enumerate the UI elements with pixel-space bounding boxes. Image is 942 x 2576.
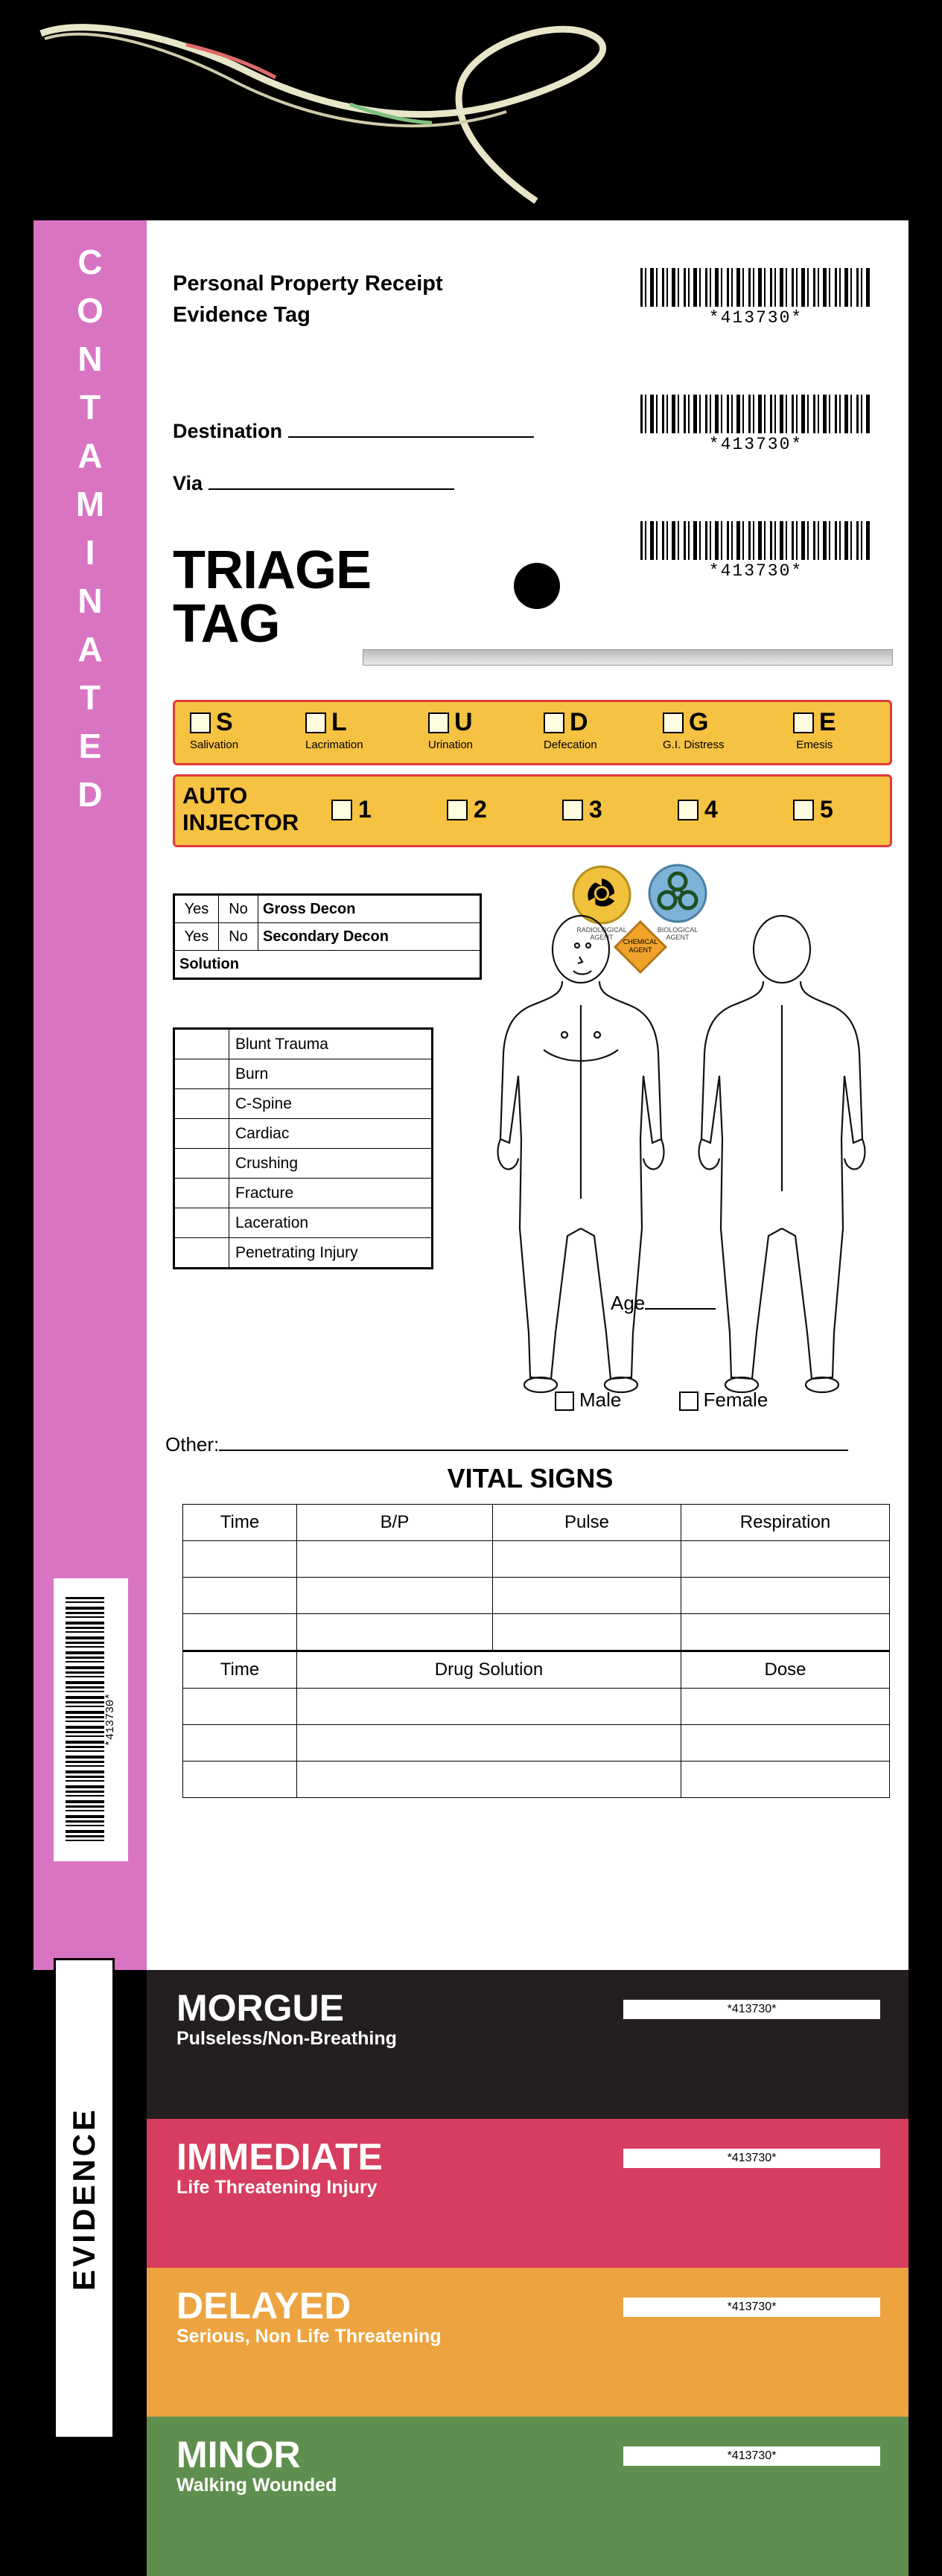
injury-checkbox[interactable] [174, 1179, 229, 1208]
auto-injector-number-4: 4 [704, 796, 718, 823]
sludge-word-u: Urination [428, 739, 474, 751]
injury-label: Blunt Trauma [229, 1029, 433, 1059]
gross-decon-no[interactable]: No [219, 895, 258, 923]
sludge-item-l[interactable] [305, 708, 363, 751]
auto-injector-checkbox-1[interactable] [331, 800, 352, 820]
sludge-item-s[interactable] [190, 708, 238, 751]
drug-cell[interactable] [297, 1762, 681, 1798]
table-header-row [183, 1505, 890, 1541]
title-line1: TRIAGE [173, 541, 372, 600]
sludge-item-e[interactable] [793, 708, 836, 751]
band-barcode-number: *413730* [727, 2152, 777, 2164]
sludge-checkbox-g[interactable] [663, 712, 684, 733]
injury-label: Penetrating Injury [229, 1238, 433, 1269]
table-row[interactable] [183, 1541, 890, 1578]
sludge-item-g[interactable] [663, 708, 725, 751]
cord-grommet [514, 563, 560, 609]
sludge-word-l: Lacrimation [305, 739, 363, 751]
injury-label: Cardiac [229, 1119, 433, 1149]
band-subtitle: Life Threatening Injury [176, 2177, 378, 2198]
band-barcode [623, 2446, 880, 2466]
drug-cell[interactable] [183, 1725, 297, 1762]
list-item[interactable] [174, 1179, 433, 1208]
barcode-2-number: *413730* [708, 435, 803, 454]
sludge-letter-u: U [454, 708, 473, 736]
destination-label: Destination [173, 420, 283, 442]
property-receipt-line1: Personal Property Receipt [173, 272, 443, 296]
side-barcode-number: *413730* [104, 1692, 117, 1747]
vitals-cell[interactable] [183, 1541, 297, 1578]
band-label [176, 2435, 337, 2496]
band-barcode-number: *413730* [727, 2301, 777, 2313]
barcode-2 [640, 395, 871, 454]
auto-injector-checkbox-3[interactable] [562, 800, 583, 820]
svg-text:CHEMICAL: CHEMICAL [623, 938, 658, 946]
drug-cell[interactable] [297, 1689, 681, 1725]
sludge-word-e: Emesis [796, 739, 833, 751]
table-row[interactable] [174, 923, 481, 951]
injury-checkbox[interactable] [174, 1089, 229, 1119]
table-row[interactable] [174, 951, 481, 979]
svg-text:AGENT: AGENT [628, 946, 652, 954]
sludge-letter-e: E [819, 708, 836, 736]
auto-injector-checkbox-5[interactable] [793, 800, 814, 820]
other-label: Other: [165, 1433, 220, 1456]
sludge-letter-s: S [216, 708, 233, 736]
sludge-checkbox-u[interactable] [428, 712, 449, 733]
sludge-letter-g: G [689, 708, 709, 736]
auto-injector-option-3[interactable] [562, 796, 602, 823]
auto-injector-number-3: 3 [589, 796, 602, 823]
secondary-decon-yes[interactable]: Yes [174, 923, 219, 951]
table-row[interactable] [174, 895, 481, 923]
band-title: IMMEDIATE [176, 2136, 383, 2178]
priority-band-delayed[interactable] [147, 2268, 908, 2417]
sludge-letter-l: L [331, 708, 347, 736]
auto-injector-number-5: 5 [820, 796, 833, 823]
injury-checkbox[interactable] [174, 1238, 229, 1269]
female-checkbox[interactable] [679, 1391, 698, 1411]
tag-cord [0, 0, 942, 223]
auto-injector-option-4[interactable] [678, 796, 718, 823]
auto-injector-row [173, 774, 892, 847]
destination-field[interactable] [173, 417, 534, 443]
auto-injector-checkbox-4[interactable] [678, 800, 698, 820]
band-barcode-number: *413730* [727, 2003, 777, 2015]
drug-cell[interactable] [183, 1689, 297, 1725]
priority-band-immediate[interactable] [147, 2119, 908, 2268]
list-item[interactable] [174, 1059, 433, 1089]
vitals-cell[interactable] [493, 1541, 681, 1578]
drug-header-time: Time [183, 1651, 297, 1689]
via-label: Via [173, 472, 203, 494]
drug-header-dose: Dose [681, 1651, 890, 1689]
vitals-header-pulse: Pulse [493, 1505, 681, 1541]
table-row[interactable] [183, 1578, 890, 1614]
table-header-row [183, 1651, 890, 1689]
table-row[interactable] [183, 1725, 890, 1762]
age-input[interactable] [645, 1308, 716, 1310]
evidence-label-box [54, 1958, 115, 2439]
list-item[interactable] [174, 1208, 433, 1238]
injury-label: C-Spine [229, 1089, 433, 1119]
injury-label: Crushing [229, 1149, 433, 1179]
vital-signs-table [182, 1504, 890, 1798]
table-row[interactable] [183, 1762, 890, 1798]
barcode-1 [640, 268, 871, 328]
destination-input[interactable] [288, 417, 534, 438]
other-input[interactable] [219, 1433, 848, 1451]
list-item[interactable] [174, 1089, 433, 1119]
list-item[interactable] [174, 1149, 433, 1179]
barcode-3 [640, 521, 871, 581]
band-title: MINOR [176, 2434, 301, 2475]
svg-text:AGENT: AGENT [590, 934, 614, 941]
vitals-cell[interactable] [297, 1614, 493, 1651]
vital-signs-title: VITAL SIGNS [447, 1463, 614, 1493]
table-row[interactable] [183, 1614, 890, 1651]
drug-cell[interactable] [681, 1725, 890, 1762]
band-label [176, 1988, 397, 2050]
property-receipt-line2: Evidence Tag [173, 303, 311, 327]
injury-checkbox[interactable] [174, 1119, 229, 1149]
list-item[interactable] [174, 1238, 433, 1269]
barcode-3-number: *413730* [708, 561, 803, 581]
sludge-checkbox-d[interactable] [544, 712, 564, 733]
priority-band-morgue[interactable] [147, 1970, 908, 2119]
male-checkbox[interactable] [555, 1391, 574, 1411]
priority-band-minor[interactable] [147, 2417, 908, 2576]
auto-injector-label [182, 782, 299, 836]
sex-selection[interactable] [555, 1389, 768, 1412]
list-item[interactable] [174, 1119, 433, 1149]
male-option[interactable] [555, 1389, 621, 1411]
auto-injector-option-2[interactable] [447, 796, 487, 823]
sludge-symptom-row [173, 700, 892, 765]
injury-checkbox[interactable] [174, 1059, 229, 1089]
vitals-cell[interactable] [681, 1578, 890, 1614]
auto-injector-label-line2: INJECTOR [182, 809, 299, 835]
contaminated-label: C O N T A M I N A T E D [75, 243, 105, 814]
band-title: MORGUE [176, 1987, 344, 2029]
auto-injector-option-5[interactable] [793, 796, 833, 823]
band-barcode-number: *413730* [727, 2449, 777, 2462]
secondary-decon-no[interactable]: No [219, 923, 258, 951]
via-field[interactable] [173, 469, 454, 495]
band-subtitle: Walking Wounded [176, 2475, 337, 2496]
drug-cell[interactable] [297, 1725, 681, 1762]
auto-injector-number-1: 1 [358, 796, 372, 823]
gross-decon-yes[interactable]: Yes [174, 895, 219, 923]
female-label: Female [703, 1389, 768, 1411]
band-title: DELAYED [176, 2285, 351, 2327]
secondary-decon-label: Secondary Decon [258, 923, 481, 951]
band-barcode [623, 2149, 880, 2168]
auto-injector-number-2: 2 [474, 796, 487, 823]
sludge-word-s: Salivation [190, 739, 239, 751]
vitals-cell[interactable] [183, 1578, 297, 1614]
vitals-cell[interactable] [493, 1578, 681, 1614]
injury-checklist [173, 1027, 433, 1269]
barcode-1-number: *413730* [708, 308, 803, 328]
svg-text:RADIOLOGICAL: RADIOLOGICAL [576, 926, 627, 934]
sludge-checkbox-s[interactable] [190, 712, 211, 733]
auto-injector-option-1[interactable] [331, 796, 372, 823]
title-line2: TAG [173, 594, 280, 654]
band-barcode [623, 2298, 880, 2317]
injury-label: Fracture [229, 1179, 433, 1208]
title-rule [363, 649, 893, 666]
table-row[interactable] [183, 1689, 890, 1725]
age-label: Age [611, 1292, 646, 1314]
band-subtitle: Serious, Non Life Threatening [176, 2326, 442, 2347]
drug-cell[interactable] [681, 1689, 890, 1725]
band-barcode [623, 2000, 880, 2019]
evidence-label: EVIDENCE [66, 2106, 101, 2291]
sludge-word-d: Defecation [544, 739, 597, 751]
barcode-lines [640, 268, 871, 307]
vitals-cell[interactable] [297, 1541, 493, 1578]
list-item[interactable] [174, 1029, 433, 1059]
vitals-cell[interactable] [297, 1578, 493, 1614]
male-label: Male [579, 1389, 622, 1411]
vitals-cell[interactable] [493, 1614, 681, 1651]
drug-header-solution: Drug Solution [297, 1651, 681, 1689]
solution-label: Solution [174, 951, 481, 979]
injury-checkbox[interactable] [174, 1208, 229, 1238]
band-subtitle: Pulseless/Non-Breathing [176, 2028, 397, 2049]
auto-injector-checkbox-2[interactable] [447, 800, 468, 820]
female-option[interactable] [679, 1389, 768, 1411]
property-receipt-heading [173, 268, 443, 331]
drug-cell[interactable] [183, 1762, 297, 1798]
barcode-lines [640, 521, 871, 560]
sludge-word-g: G.I. Distress [663, 739, 725, 751]
via-input[interactable] [209, 469, 454, 490]
barcode-lines [640, 395, 871, 433]
injury-label: Burn [229, 1059, 433, 1089]
vitals-cell[interactable] [681, 1541, 890, 1578]
injury-label: Laceration [229, 1208, 433, 1238]
band-label [176, 2137, 383, 2199]
vitals-header-time: Time [183, 1505, 297, 1541]
age-field[interactable] [611, 1292, 716, 1315]
body-diagram[interactable] [477, 893, 894, 1407]
svg-text:AGENT: AGENT [666, 934, 690, 941]
gross-decon-label: Gross Decon [258, 895, 481, 923]
sludge-item-u[interactable] [428, 708, 473, 751]
vitals-cell[interactable] [183, 1614, 297, 1651]
band-label [176, 2286, 442, 2347]
drug-cell[interactable] [681, 1762, 890, 1798]
injury-checkbox[interactable] [174, 1029, 229, 1059]
page-title [173, 541, 372, 654]
sludge-checkbox-e[interactable] [793, 712, 814, 733]
sludge-checkbox-l[interactable] [305, 712, 326, 733]
auto-injector-label-line1: AUTO [182, 782, 248, 809]
vitals-header-respiration: Respiration [681, 1505, 890, 1541]
injury-checkbox[interactable] [174, 1149, 229, 1179]
side-barcode [54, 1578, 128, 1861]
sludge-letter-d: D [570, 708, 588, 736]
decon-table [173, 893, 482, 980]
svg-text:BIOLOGICAL: BIOLOGICAL [657, 926, 698, 934]
vitals-cell[interactable] [681, 1614, 890, 1651]
sludge-item-d[interactable] [544, 708, 597, 751]
vitals-header-bp: B/P [297, 1505, 493, 1541]
other-field[interactable] [165, 1433, 880, 1456]
